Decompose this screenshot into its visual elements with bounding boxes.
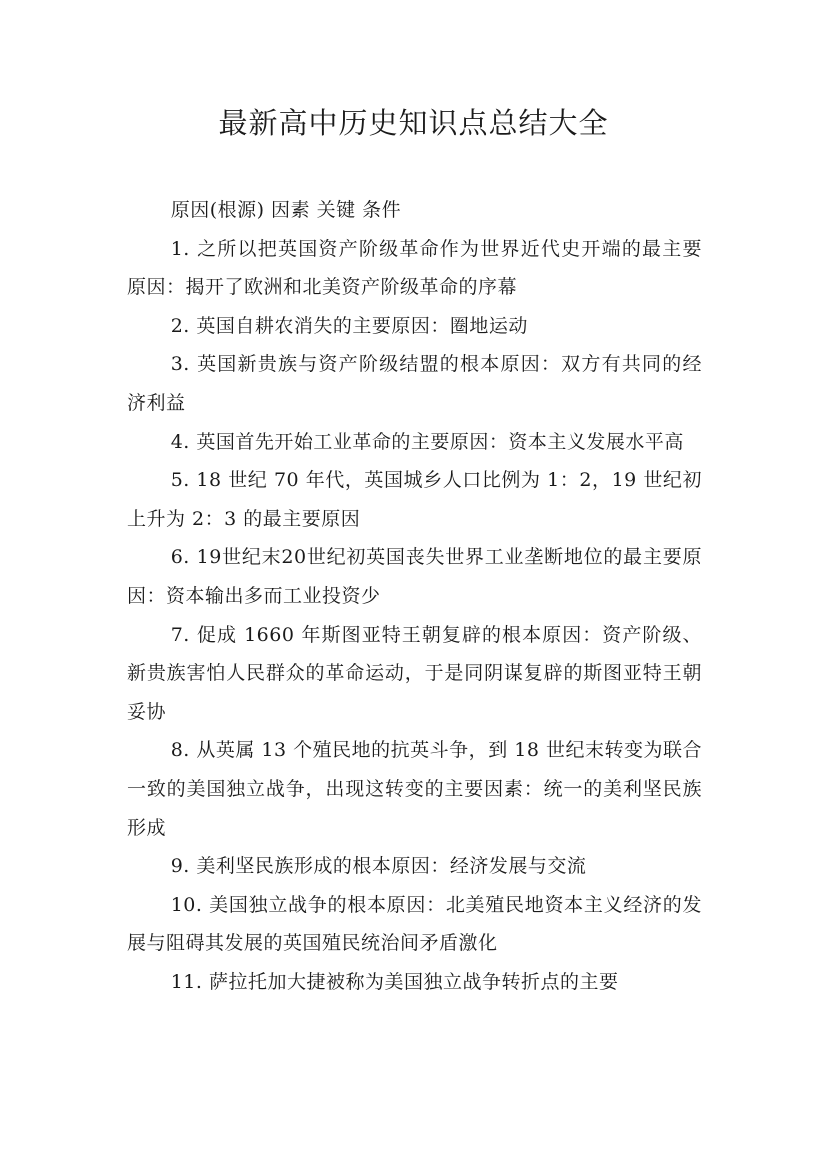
paragraph-2: 2. 英国自耕农消失的主要原因：圈地运动: [170, 314, 528, 337]
paragraph-1: 1. 之所以把英国资产阶级革命作为世界近代史开端的最主要原因：揭开了欧洲和北美资产阶级革命的序幕: [127, 237, 702, 299]
paragraph-5: 5. 18 世纪 70 年代，英国城乡人口比例为 1：2，19 世纪初上升为 2：3 的最主要原因: [127, 469, 702, 530]
document-body: [127, 191, 702, 1001]
paragraph-10: 10. 美国独立战争的根本原因：北美殖民地资本主义经济的发展与阻碍其发展的英国殖民统治间矛盾激化: [127, 893, 702, 955]
paragraph-4: 4. 英国首先开始工业革命的主要原因：资本主义发展水平高: [170, 430, 684, 453]
paragraph-11: 11. 萨拉托加大捷被称为美国独立战争转折点的主要: [170, 970, 619, 993]
paragraph-6: 6. 19世纪末20世纪初英国丧失世界工业垄断地位的最主要原因：资本输出多而工业投资少: [127, 546, 702, 607]
paragraph-8: 8. 从英属 13 个殖民地的抗英斗争，到 18 世纪末转变为联合一致的美国独立战争，出现这转变的主要因素：统一的美利坚民族形成: [127, 739, 702, 839]
document-title: 最新高中历史知识点总结大全: [218, 106, 609, 140]
paragraph-7: 7. 促成 1660 年斯图亚特王朝复辟的根本原因：资产阶级、新贵族害怕人民群众的革命运动，于是同阴谋复辟的斯图亚特王朝妥协: [127, 623, 702, 723]
paragraph-9: 9. 美利坚民族形成的根本原因：经济发展与交流: [170, 855, 587, 878]
paragraph-3: 3. 英国新贵族与资产阶级结盟的根本原因：双方有共同的经济利益: [127, 353, 702, 414]
section-heading: 原因(根源) 因素 关键 条件: [170, 199, 402, 221]
